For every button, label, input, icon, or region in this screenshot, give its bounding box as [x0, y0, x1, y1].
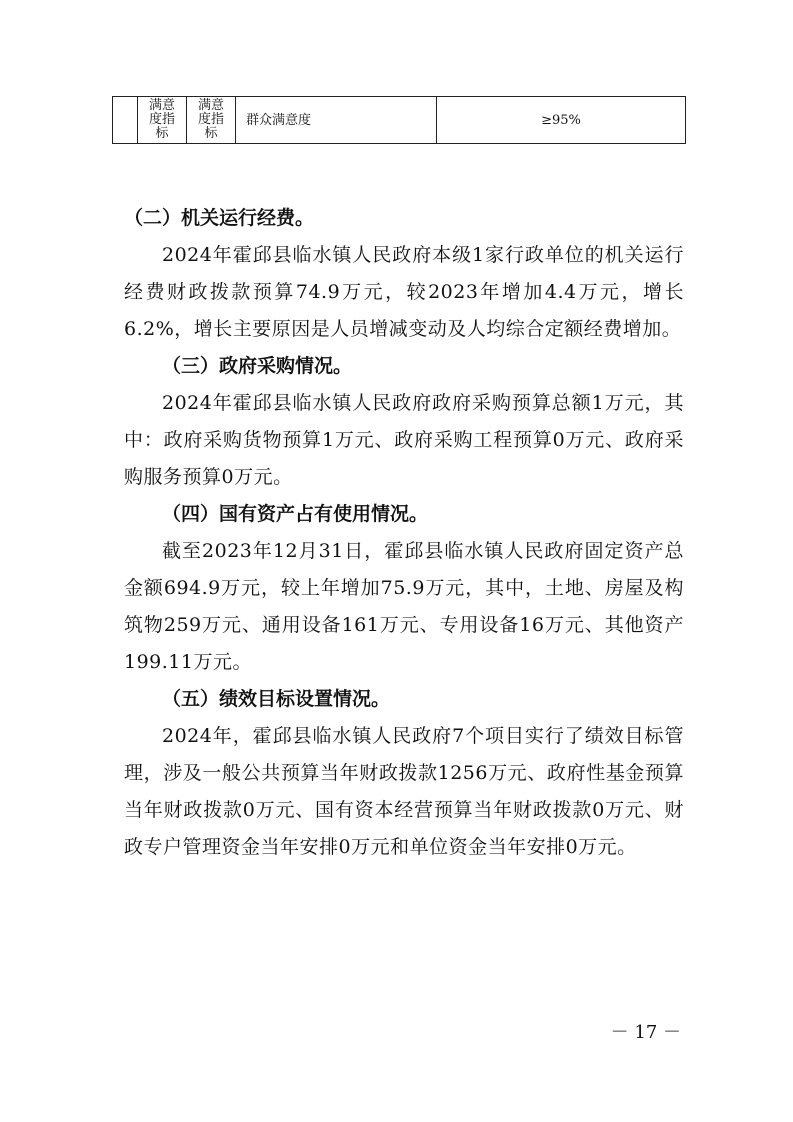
indicator-table	[112, 96, 686, 144]
table-cell-target: ≥95%	[437, 97, 686, 144]
section-paragraph-state-assets: 截至2023年12月31日，霍邱县临水镇人民政府固定资产总金额694.9万元，较上年增加75.9万元，其中，土地、房屋及构筑物259万元、通用设备161万元、专用设备16万元、其他资产199.11万元。	[124, 540, 684, 673]
table-cell-category	[138, 97, 187, 144]
section-paragraph-operating-funds: 2024年霍邱县临水镇人民政府本级1家行政单位的机关运行经费财政拨款预算74.9万元，较2023年增加4.4万元，增长6.2%，增长主要原因是人员增减变动及人均综合定额经费增加。	[124, 244, 684, 340]
table-cell-empty	[113, 97, 138, 144]
table-row	[113, 97, 686, 144]
category-label: 满意度指标	[148, 98, 175, 141]
section-heading-procurement: （三）政府采购情况。	[162, 355, 353, 377]
document-body	[124, 200, 684, 866]
section-heading-operating-funds: （二）机关运行经费。	[124, 207, 315, 229]
section-heading-performance-goals: （五）绩效目标设置情况。	[162, 688, 391, 710]
table-cell-subcategory	[187, 97, 236, 144]
subcategory-label: 满意度指标	[197, 98, 224, 141]
table-cell-indicator: 群众满意度	[236, 97, 437, 144]
section-heading-state-assets: （四）国有资产占有使用情况。	[162, 503, 429, 525]
section-paragraph-performance-goals: 2024年，霍邱县临水镇人民政府7个项目实行了绩效目标管理，涉及一般公共预算当年财政拨款1256万元、政府性基金预算当年财政拨款0万元、国有资本经营预算当年财政拨款0万元、财政专户管理资金当年安排0万元和单位资金当年安排0万元。	[124, 725, 684, 858]
page-number: － 17 －	[610, 1022, 681, 1043]
section-paragraph-procurement: 2024年霍邱县临水镇人民政府政府采购预算总额1万元，其中：政府采购货物预算1万元、政府采购工程预算0万元、政府采购服务预算0万元。	[124, 392, 684, 488]
